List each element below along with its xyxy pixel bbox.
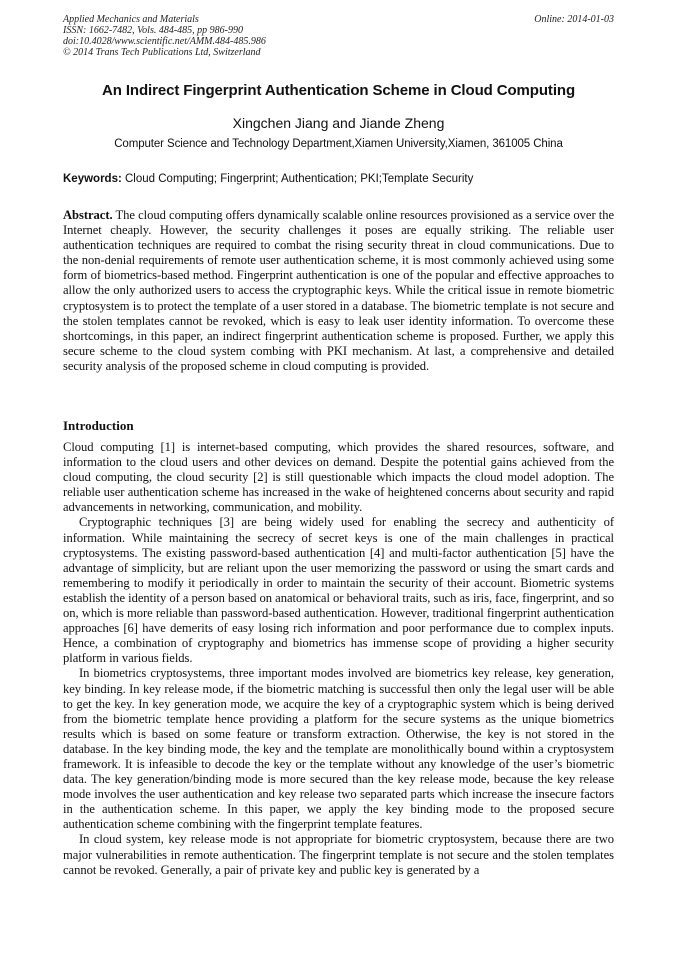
copyright-line: © 2014 Trans Tech Publications Ltd, Switzerland — [63, 47, 261, 58]
intro-paragraph: In biometrics cryptosystems, three important modes involved are biometrics key release, key generation, key binding. In key release mode, if the biometric matching is successful then only the legal user will be able to get the key. In key generation mode, we acquire the key of a cryptographic system which is being derived from the biometric template hence providing a platform for the secure systems as the unique biometrics results which is based on some feature or transform extraction. Otherwise, the key is not stored in the database. In the key binding mode, the key and the template are monolithically bound within a cryptosystem framework. It is infeasible to decode the key or the template without any knowledge of the user’s biometric data. The key generation/binding mode is more secured than the key release mode, because the key release mode involves the user authentication and key release two separated parts which increase the insecure factors in the authentication scheme. In this paper, we apply the key binding mode to the proposed secure authentication scheme combining with the fingerprint template features. — [63, 666, 614, 832]
keywords-text: Cloud Computing; Fingerprint; Authentication; PKI;Template Security — [125, 173, 474, 185]
online-date: Online: 2014-01-03 — [534, 14, 614, 25]
keywords — [63, 173, 614, 185]
doi-line: doi:10.4028/www.scientific.net/AMM.484-485.986 — [63, 36, 266, 47]
abstract-label: Abstract. — [63, 208, 113, 222]
paper-title: An Indirect Fingerprint Authentication Scheme in Cloud Computing — [101, 82, 576, 99]
journal-name: Applied Mechanics and Materials — [63, 14, 199, 25]
issn-line: ISSN: 1662-7482, Vols. 484-485, pp 986-990 — [63, 25, 243, 36]
paper-authors: Xingchen Jiang and Jiande Zheng — [232, 115, 445, 131]
abstract — [63, 208, 614, 374]
intro-paragraph: Cloud computing [1] is internet-based computing, which provides the shared resources, software, and information to the cloud users and other devices on demand. Despite the potential gains achieved from the cloud computing, the cloud security [2] is still questionable which impacts the cloud model adoption. The reliable user authentication scheme has increased in the wake of heightened concerns about security and rapid advancements in networking, communication, and mobility. — [63, 440, 614, 515]
journal-header — [63, 14, 463, 58]
intro-paragraph: Cryptographic techniques [3] are being widely used for enabling the secrecy and authenticity of information. While maintaining the secrecy of secret keys is one of the main challenges in practical cryptosystems. The existing password-based authentication [4] and multi-factor authentication [5] have the advantage of simplicity, but are reliant upon the user memorizing the password or using the smart cards and remembering to modify it periodically in order to maintain the security of their account. Biometric systems establish the identity of a person based on anatomical or behavioral traits, such as iris, face, fingerprint, and so on, which is more reliable than password-based authentication. However, traditional fingerprint authentication approaches [6] have demerits of easy losing rich information and poor performance due to complex inputs. Hence, a combination of cryptography and biometrics has immense scope of providing a higher security platform in various fields. — [63, 515, 614, 666]
section-heading-introduction: Introduction — [63, 418, 134, 433]
introduction-body — [63, 440, 614, 878]
intro-paragraph: In cloud system, key release mode is not appropriate for biometric cryptosystem, because there are two major vulnerabilities in remote authentication. The fingerprint template is not secure and the stolen templates cannot be revoked. Generally, a pair of private key and public key is generated by a — [63, 832, 614, 877]
keywords-label: Keywords: — [63, 173, 122, 185]
abstract-text: The cloud computing offers dynamically scalable online resources provisioned as a service over the Internet cheaply. However, the security challenges it poses are equally striking. The reliable user authentication techniques are required to combat the rising security threat in cloud communications. Due to the non-denial requirements of remote user authentication scheme, it is most commonly achieved using some form of biometrics-based method. Fingerprint authentication is one of the popular and effective approaches to allow the only authorized users to access the cryptographic keys. While the critical issue in remote biometric cryptosystem is to protect the template of a user stored in a database. The biometric template is not secure and the stolen templates cannot be revoked, which is easy to leak user identity information. To overcome these shortcomings, in this paper, an indirect fingerprint authentication scheme is proposed. Further, we apply this secure scheme to the cloud system combing with PKI mechanism. At last, a comprehensive and detailed security analysis of the proposed scheme in cloud computing is provided. — [63, 208, 615, 373]
author-affiliation: Computer Science and Technology Department,Xiamen University,Xiamen, 361005 China — [114, 138, 563, 150]
